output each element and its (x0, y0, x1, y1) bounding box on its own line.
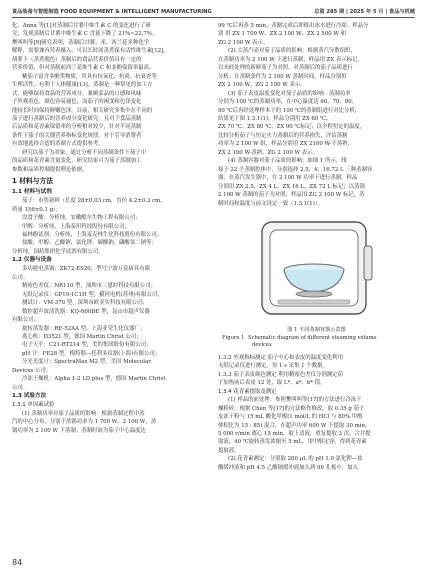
text-line: (3) 茄子表皮温度变化对茄子品质的影响：蒸制功率 (228, 90, 351, 97)
equipment-item: 电子天平：C21-RT214 型，美的集团股份有限公司； (22, 342, 152, 349)
material-item: 分析纯，国药集团化学试剂有限公司。 (12, 248, 104, 255)
equipment-item: 有限公司； (12, 317, 39, 324)
page-number: 84 (12, 558, 23, 567)
text-line: 分别为 100 ℃的蒸制功率，在中心温度达 60、70、80、 (218, 99, 358, 106)
section-heading-1-1: 1.1 材料与试剂 (12, 189, 52, 196)
equipment-item: 分光光度计：SpectraMax M2 型，美国 Molecular (22, 359, 151, 366)
equipment-item: 公司； (12, 274, 29, 281)
text-line: 99 ℃后再蒸 5 min；蒸制完成后即移出冰水进行冷却。样品分 (218, 23, 369, 29)
equipment-item: Devices 公司； (12, 367, 52, 374)
figure-caption-en-line2: devices (252, 342, 272, 349)
figure-1 (218, 214, 415, 324)
text-line: 提取液。 (218, 447, 240, 454)
journal-title: 食品装备与智能制造 FOOD EQUIPMENT & INTELLIGENT MANUFACTURING (12, 9, 212, 15)
text-line: 有效地选择合适的蒸制方式提供参考。 (12, 141, 104, 148)
text-line: 生理活性，有利于人体健康[13]。蒸制是一种常见的加工方 (12, 82, 153, 89)
text-line: 条件下茄子的关键营养指标变化规律，对于引导消费者 (12, 132, 142, 139)
text-line: 制时间和温度与前文设定一致（1.3.1(1)）。 (218, 200, 323, 207)
equipment-item: pH 计：FE28 型，梅特勒—托利多仪器(上海)有限公司； (22, 350, 161, 357)
text-line: (4) 蒸制容器对茄子品质的影响：如图 1 所示，线 (228, 158, 347, 165)
header-rule (12, 17, 415, 18)
text-line: (1) 样品的前处理：参照樊叫叫等[17]的方法进行冷冻干 (228, 397, 362, 404)
section-heading-1-3: 1.3 试验方法 (12, 393, 47, 400)
equipment-item: 数控超声波清洗器：KQ-600DE 型，昆山市超声仪器 (22, 308, 150, 315)
text-line: 解释，需要兼容营养摄入，可以长时间蒸煮保有活性维生素[12]， (12, 48, 169, 55)
anthocyanin-paragraph (218, 396, 415, 455)
material-item: 茄子：市售新鲜（长度 28±0.03 cm，直径 4.2±0.3 cm， (22, 198, 166, 205)
power-paragraph-cont (218, 22, 415, 47)
section-heading-1-3-2: 1.3.2 外观指标测定 茄子中心和表皮的温度变化利用 (218, 354, 343, 361)
material-item: 没食子酸：分析纯，安徽酷尔生物工程有限公司； (22, 215, 141, 222)
text-line: 锅功率为 2 100 W 下蒸制；蒸制时间为茄子中心温度达 (12, 427, 146, 434)
aim-paragraph (12, 149, 208, 174)
equipment-item: 离心机：D3521 型，德国 Martin Christ 公司； (22, 333, 142, 340)
text-line: 2 100 W 蒸制的茄子为对照，样品用 ZG 2 100 W 标记，蒸 (218, 192, 365, 199)
figure-label-en: Figure 1 (222, 334, 245, 341)
issue-info: 总第 285 期 | 2025 年 5 月 | 食品与机械 (314, 9, 415, 15)
materials-list-more (12, 214, 208, 248)
material-item: 质量 156±0.1 g）； (12, 206, 62, 213)
eggplant-paragraph-cont (12, 81, 208, 149)
left-column (12, 22, 208, 435)
text-line: ZX 2 100 W-蒸熟、ZG 2 100 W 表示。 (218, 149, 318, 156)
figure-caption-en-line1: Schematic diagram of different steaming volume (248, 334, 377, 341)
text-line: 研究以茄子为对象，通过分析不同蒸制条件下茄子中 (22, 149, 146, 156)
equipment-item: 无纸记录仪：GP10-1C1H 型，横河电机(苏州)有限公司； (22, 291, 163, 298)
equipment-item: 测试计：VM-370 型，深圳市欧亚实科技有限公司； (22, 300, 148, 307)
text-line: 无纸记录仪进行测定，每 1 s 采集 1 个数据。 (218, 363, 328, 370)
material-item: 福林酚试剂：分析纯，上海麦克林生化科技股份有限公司； (22, 231, 163, 238)
section-heading-1-3-4: 1.3.4 花青素提取及测定 (218, 388, 277, 395)
steamer-diagram (258, 216, 376, 322)
text-line: 樊叫叫等[9]研究表明，蒸制后甘薯、米、西兰花多种化学 (12, 39, 150, 46)
temperature-paragraph (218, 90, 415, 158)
text-line: 分别用 ZX 2.5、ZX 4 L、ZX 16 L、ZX 72 L 标记；以蒸锅 (218, 183, 365, 190)
text-line: (1) 蒸制功率对茄子品质的影响：根据蒸制过程中蒸 (22, 410, 145, 417)
text-line: 化。Anna 等[1]对蒸制后甘薯中维生素 C 的变化进行了研 (12, 23, 151, 29)
section-heading-1: 1 材料与方法 (12, 177, 54, 186)
eggplant-paragraph (12, 73, 208, 81)
text-line: 参数和品质控制提供理论依据。 (12, 166, 88, 173)
text-line: 以未经处理的新鲜茄子为对照，对蒸制后的茄子品质进行 (218, 65, 353, 72)
figure-caption (218, 327, 415, 350)
text-line: 皮冻干粉与 15 mL 酸化甲醇(1 mol/L 的 HCl 与 80% 甲醇 (218, 414, 363, 421)
equipment-item: 公司。 (12, 384, 29, 391)
section-heading-1-3-1: 1.3.1 单因素试验 (12, 402, 55, 409)
equipment-item: 冷冻干燥机：Alpha 1-2 LD plus 型，德国 Martin Christ (22, 376, 166, 383)
materials-list (12, 197, 208, 205)
section-1-3-3 (218, 371, 415, 388)
text-line: 器，在蒸汽发生器中，在 2 100 W 功率下进行蒸制，样品 (218, 175, 358, 182)
text-line: 酸缓冲液和 pH 4.5 乙酸钠缓冲液加入到 96 孔板中，加入 (218, 464, 358, 471)
text-line: 90 ℃后再经处理样本下的 100 ℃的蒸制组进行对比分析， (218, 107, 361, 114)
materials-list-end (12, 248, 208, 256)
text-line: (2) 大蒸汽壶对茄子品质的影响：根据蒸汽分散组织， (228, 48, 356, 55)
text-line: ZX 70 ℃、ZX 80 ℃、ZX 90 ℃标记；以全程恒定的温度， (218, 124, 366, 131)
text-line: 的品质和花青素含量变化，研究结果可为茄子蒸制加工 (12, 158, 142, 165)
text-line: 燥粉碎，根据 Chen 等[17]的方法略作修改。取 0.35 g 茄子 (218, 405, 365, 412)
text-line: ZG 2 100 W 表示。 (218, 39, 269, 46)
material-item: 盐酸、甲醇、乙酸钠、氯化钾、碳酸钠、磷酸氢二钠等： (22, 240, 157, 247)
text-line: (2) 花青素测定：分别取 200 μL 的 pH 1.0 氯化钾—盐 (228, 456, 363, 463)
equipment-list (12, 265, 208, 392)
intro-paragraph (12, 22, 208, 73)
container-paragraph (218, 157, 415, 208)
text-line: 紫茄子富含多酚类物质，其具有抗氧化、抗炎、抗衰老等 (22, 73, 157, 80)
steamer-base (278, 300, 350, 304)
figure-caption-en (218, 335, 415, 350)
right-column (218, 22, 415, 472)
text-line: 子加热前后表皮 12 处，取 L*、a*、b* 值。 (218, 380, 326, 387)
single-factor-paragraph (12, 410, 208, 435)
text-line: 茄子进行蒸制后的营养成分变化研究，且对于食品蒸制 (12, 115, 142, 122)
anthocyanin-assay-paragraph (218, 455, 415, 472)
section-heading-1-2: 1.2 仪器与设备 (12, 257, 52, 264)
text-line: 体积比为 15 : 85) 混合，在超声功率 600 W 下提取 30 min， (218, 422, 371, 429)
text-line: 5 000 r/min 离心 15 min，取上清液，重复提取 3 次，合并提 (218, 430, 371, 437)
materials-list-cont (12, 206, 208, 214)
text-line: ZX 2 100 W、ZG 2 100 W 表示。 (218, 82, 306, 89)
equipment-item: 精密色差仪：NR110 型，深圳市三恩时科技有限公司； (22, 283, 156, 290)
text-line: 能较长时间保持鲜嫩色泽。目前，相关研究多集中在不同的 (12, 107, 153, 114)
text-line: 究，发现蒸制后甘薯中维生素 C 含量下降了 21%~22.7%。 (12, 31, 158, 38)
text-line: 取液，40 ℃旋转蒸发浓缩至 5 mL，用甲醇定容，得到花青素 (218, 439, 367, 446)
text-line: 式，能够保持食品的营养成分，兼顾菜品的口感和风味 (12, 90, 142, 97)
figure-caption-cn: 图 1 不同蒸制容器示意图 (287, 326, 346, 333)
section-heading-1-3-3: 1.3.3 茄子表皮颜色测定 利用精密色差仪分别测定茄 (218, 371, 343, 378)
steamer-side-handle (364, 246, 372, 280)
text-line: 分析；在蒸制条件为 2 100 W 蒸制时间，样品分别用 (218, 73, 347, 80)
text-line: 别 用 ZX 1 700 W、ZX 2 100 W、ZX 2 500 W 和 (218, 31, 347, 38)
text-line: 胡萝卜（蒸煮脱色）蒸制后的食品营养价值具有一定的 (12, 56, 142, 63)
text-line: 子外观着色，颜色容易褪色，而茄子的褐变和色泽变化 (12, 99, 142, 106)
equipment-item: 多功能电蒸锅：ZK72-ES20，型号宁波万众厨具有限 (22, 266, 150, 273)
text-line: 汽的中心分布，分别于蒸锅功率为 1 700 W、2 100 W，蒸 (12, 419, 157, 426)
text-line: 接于 22 个蒸制腔体中，分别选择 2.5、4、16.72 L 三种蒸制容 (218, 166, 373, 173)
text-line: 后品质和花青素保留率的分析相对较少，针对不同蒸制 (12, 124, 142, 131)
text-line: 营养价值，但对蒸制前西兰花维生素 C 和多酚保留率最高。 (12, 65, 155, 72)
steam-paragraph (218, 47, 415, 89)
text-line: 比较分析茄子与恒定火力蒸制后的营养损失，评估蒸制 (218, 132, 348, 139)
text-line: 在蒸制功率为 2 100 W 下进行蒸制，样品用 ZX 表示标记。 (218, 56, 363, 63)
material-item: 甲醇：分析纯，上海泰坦科技股份有限公司； (22, 223, 130, 230)
section-1-3-2 (218, 354, 415, 371)
bowl-base (296, 291, 332, 297)
equipment-item: 旋转蒸发器：RE-52AA 型，上海亚荣生化仪器厂； (22, 325, 146, 332)
text-line: 结果见下图 1.3.1(1)，样品分别用 ZX 60 ℃、 (218, 115, 332, 122)
text-line: 功率为 2 100 W 组，样品分别用 ZX 2100 W-不蒸熟、 (218, 141, 353, 148)
